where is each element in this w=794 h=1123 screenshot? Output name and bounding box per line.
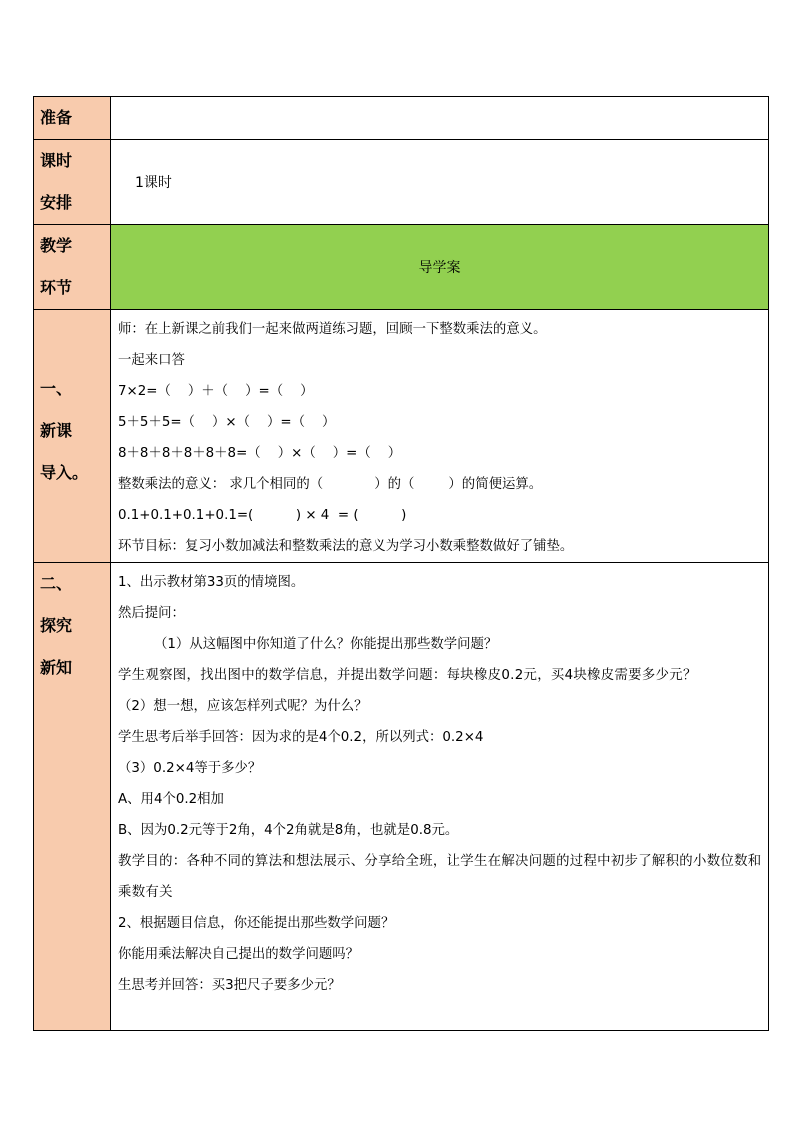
text-line: 一起来口答	[118, 353, 185, 368]
label-line: 探究	[40, 616, 73, 635]
text-line: 5＋5＋5=（ ）×（ ）=（ ）	[118, 415, 336, 430]
text-line: （3）0.2×4等于多少？	[118, 761, 262, 776]
label-text: 准备	[40, 108, 73, 127]
text-line: 师：在上新课之前我们一起来做两道练习题，回顾一下整数乘法的意义。	[118, 322, 547, 337]
text-line: B、因为0.2元等于2角，4个2角就是8角，也就是0.8元。	[118, 823, 459, 838]
lesson-plan-table	[33, 96, 769, 1031]
text-line: 学生思考后举手回答：因为求的是4个0.2，所以列式：0.2×4	[118, 730, 484, 745]
row-schedule	[34, 140, 769, 225]
label-stage	[34, 225, 111, 310]
text-line: 学生观察图，找出图中的数学信息，并提出数学问题：每块橡皮0.2元，买4块橡皮需要多少元？	[118, 668, 697, 683]
label-line: 新课	[40, 421, 73, 440]
label-line: 一、	[40, 379, 73, 398]
label-line: 新知	[40, 658, 73, 677]
text-line: （1）从这幅图中你知道了什么？你能提出那些数学问题？	[154, 637, 498, 652]
label-line: 二、	[40, 574, 73, 593]
label-intro	[34, 310, 111, 563]
content-explore	[111, 563, 769, 1031]
text-line: 0.1+0.1+0.1+0.1=( ) × 4 = ( )	[118, 508, 407, 523]
label-schedule	[34, 140, 111, 225]
row-intro	[34, 310, 769, 563]
label-line: 导入。	[40, 463, 89, 482]
text-line: 8＋8＋8＋8＋8＋8=（ ）×（ ）=（ ）	[118, 446, 402, 461]
label-line: 环节	[40, 278, 73, 297]
label-prep	[34, 97, 111, 140]
text-line: （2）想一想，应该怎样列式呢？为什么？	[118, 699, 368, 714]
text-line: 环节目标：复习小数加减法和整数乘法的意义为学习小数乘整数做好了铺垫。	[118, 539, 574, 554]
content-schedule: 1课时	[111, 140, 769, 225]
text-line: 教学目的：各种不同的算法和想法展示、分享给全班，让学生在解决问题的过程中初步了解积的小数位数和乘数有关	[118, 854, 762, 900]
row-stage	[34, 225, 769, 310]
text-line: 整数乘法的意义： 求几个相同的（ ）的（ ）的简便运算。	[118, 477, 543, 492]
label-explore	[34, 563, 111, 1031]
row-prep	[34, 97, 769, 140]
row-explore	[34, 563, 769, 1031]
text-line: 7×2=（ ）＋（ ）=（ ）	[118, 384, 314, 399]
text-line: 1、出示教材第33页的情境图。	[118, 575, 305, 590]
content-intro	[111, 310, 769, 563]
text-line: 然后提问：	[118, 606, 185, 621]
text-line: 你能用乘法解决自己提出的数学问题吗？	[118, 947, 360, 962]
label-line: 安排	[40, 193, 73, 212]
label-line: 教学	[40, 236, 73, 255]
text-line: A、用4个0.2相加	[118, 792, 224, 807]
content-stage-header: 导学案	[111, 225, 769, 310]
text-line: 生思考并回答：买3把尺子要多少元？	[118, 978, 341, 993]
content-prep	[111, 97, 769, 140]
label-line: 课时	[40, 151, 73, 170]
text-line: 2、根据题目信息，你还能提出那些数学问题？	[118, 916, 395, 931]
